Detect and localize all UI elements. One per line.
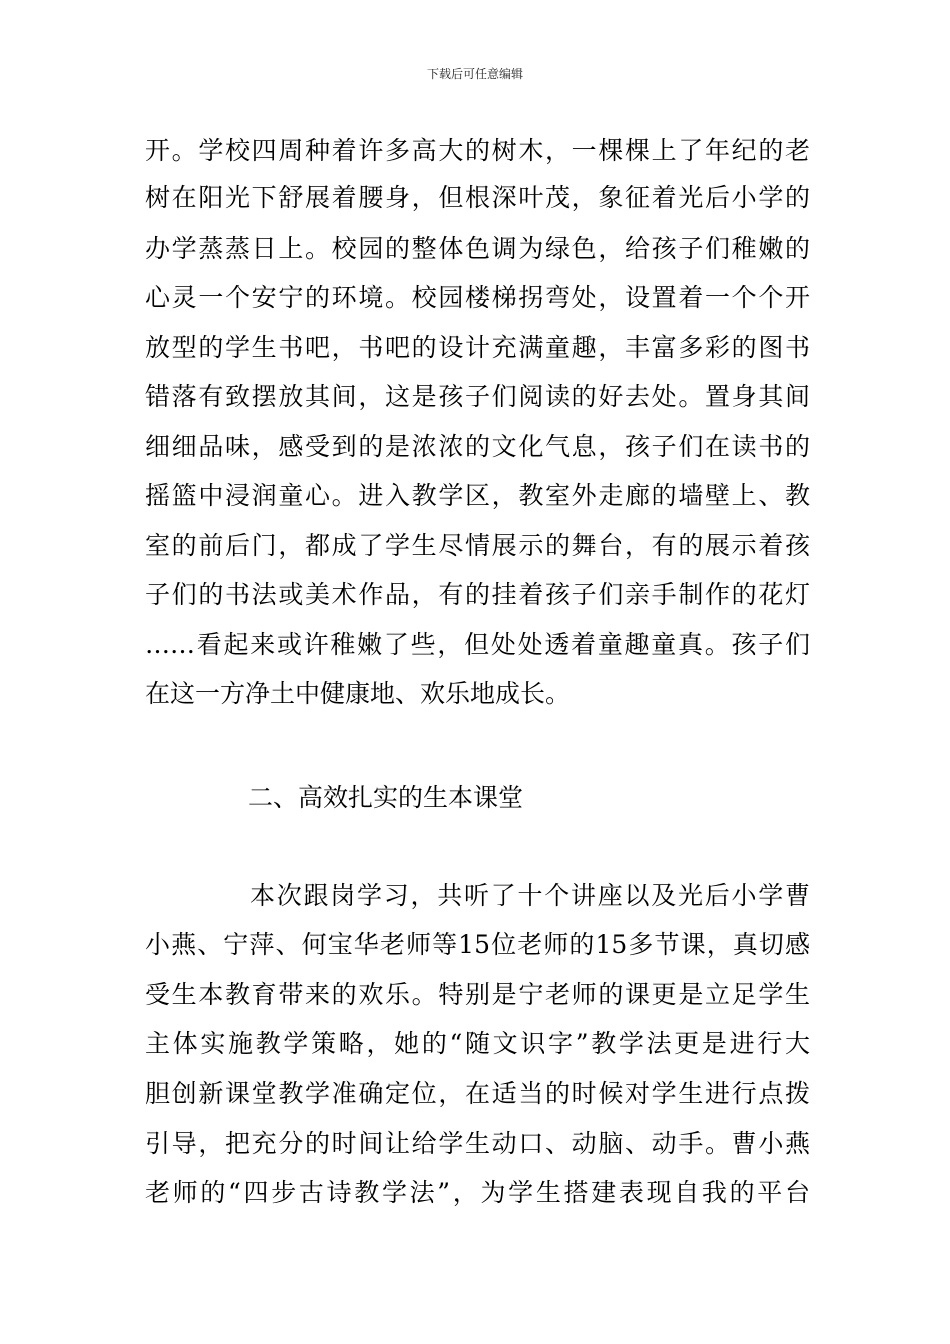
text-line: 开。学校四周种着许多高大的树木，一棵棵上了年纪的老 (145, 136, 810, 165)
text-line: 室的前后门，都成了学生尽情展示的舞台，有的展示着孩 (145, 531, 810, 560)
text-line: 主体实施教学策略，她的“随文识字”教学法更是进行大 (145, 1029, 810, 1058)
text-line: 摇篮中浸润童心。进入教学区，教室外走廊的墙壁上、教 (145, 481, 810, 510)
text-line: 小燕、宁萍、何宝华老师等15位老师的15多节课，真切感 (145, 930, 810, 959)
text-line: 子们的书法或美术作品，有的挂着孩子们亲手制作的花灯 (145, 580, 810, 609)
page-header: 下载后可任意编辑 (426, 67, 523, 81)
text-line: 心灵一个安宁的环境。校园楼梯拐弯处，设置着一个个开 (145, 283, 810, 312)
text-line: 办学蒸蒸日上。校园的整体色调为绿色，给孩子们稚嫩的 (145, 234, 810, 263)
text-line: 胆创新课堂教学准确定位，在适当的时候对学生进行点拨 (145, 1079, 810, 1108)
section-heading: 二、高效扎实的生本课堂 (248, 783, 524, 812)
text-line: 树在阳光下舒展着腰身，但根深叶茂，象征着光后小学的 (145, 183, 810, 212)
text-line: ……看起来或许稚嫩了些，但处处透着童趣童真。孩子们 (145, 630, 810, 659)
text-line: 受生本教育带来的欢乐。特别是宁老师的课更是立足学生 (145, 980, 810, 1009)
text-line: 在这一方净土中健康地、欢乐地成长。 (145, 679, 571, 708)
text-line: 本次跟岗学习，共听了十个讲座以及光后小学曹 (250, 881, 810, 910)
text-line: 错落有致摆放其间，这是孩子们阅读的好去处。置身其间 (145, 382, 810, 411)
text-line: 放型的学生书吧，书吧的设计充满童趣，丰富多彩的图书 (145, 333, 810, 362)
text-line: 老师的“四步古诗教学法”，为学生搭建表现自我的平台 (145, 1178, 810, 1207)
text-line: 引导，把充分的时间让给学生动口、动脑、动手。曹小燕 (145, 1129, 810, 1158)
text-line: 细细品味，感受到的是浓浓的文化气息，孩子们在读书的 (145, 432, 810, 461)
